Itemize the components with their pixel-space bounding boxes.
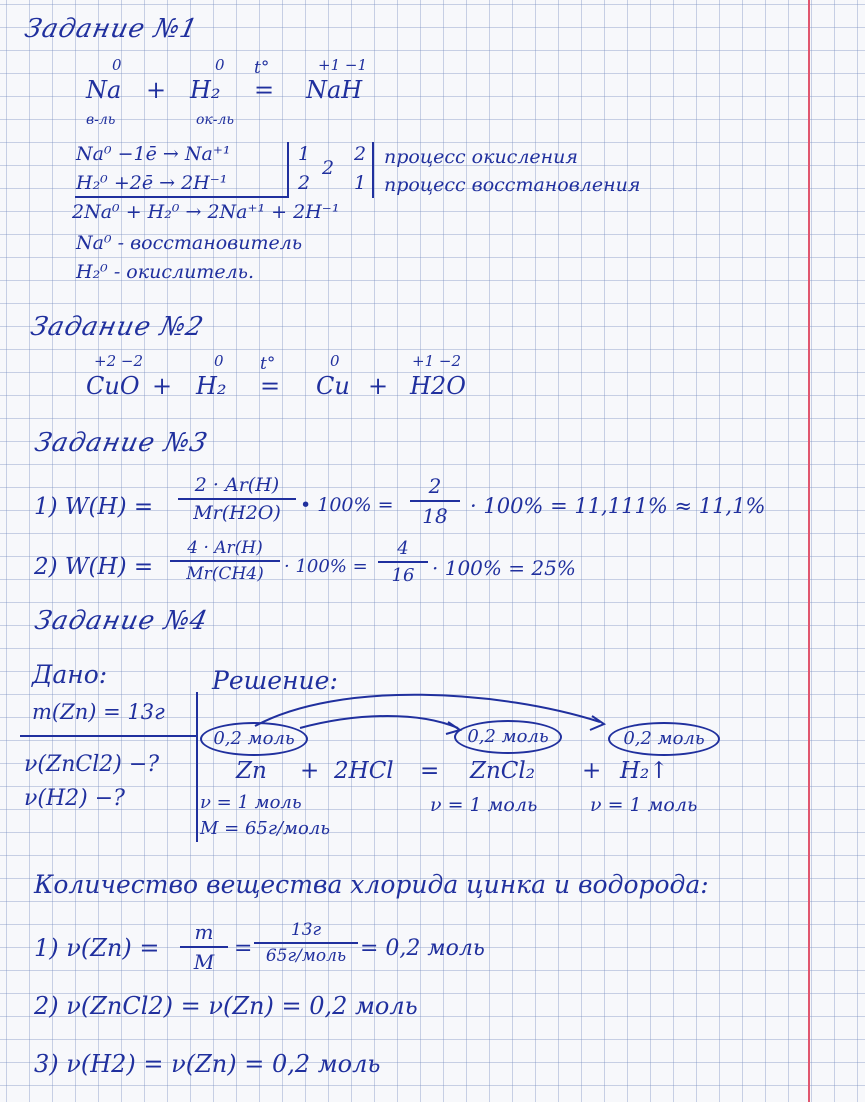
task1-label-reducer: в-ль xyxy=(86,112,116,128)
task4-nu-h2: ν = 1 моль xyxy=(590,794,698,816)
task2-eq-plus1: + xyxy=(152,372,173,400)
task3-line2-denominator2: 16 xyxy=(391,565,415,586)
task1-title: Задание №1 xyxy=(22,14,201,44)
task4-nu-zn: ν = 1 моль xyxy=(200,792,302,813)
task3-line1-mid: • 100% = xyxy=(300,494,394,516)
task1-electrons-2: 2 xyxy=(298,172,311,194)
task4-nu-zncl2: ν = 1 моль xyxy=(430,794,538,816)
task3-line1-start: 1) W(H) = xyxy=(34,494,154,520)
task4-calc1-result: = 0,2 моль xyxy=(360,936,485,961)
task1-coef-2: 1 xyxy=(354,172,367,194)
task2-eq-cu: Cu xyxy=(316,372,350,400)
task1-eq-plus: + xyxy=(146,76,167,104)
task4-arrow-to-zncl2 xyxy=(300,716,458,728)
task4-calc1-denominator2: 65г/моль xyxy=(265,946,347,966)
task2-ox-cuo: +2 −2 xyxy=(94,352,143,370)
task4-calc1-fraction2 xyxy=(254,920,358,966)
task4-calc1-equals: = xyxy=(234,936,253,961)
task1-ox-h2: 0 xyxy=(215,56,225,74)
task2-eq-h2o: H2O xyxy=(410,372,466,400)
task4-oval-zn: 0,2 моль xyxy=(200,722,308,756)
task4-oval-zncl2: 0,2 моль xyxy=(454,720,562,754)
task2-eq-plus2: + xyxy=(368,372,389,400)
task4-molar-mass-zn: M = 65г/моль xyxy=(200,818,331,839)
task3-line2-mid: · 100% = xyxy=(284,556,368,577)
task2-eq-equals: = xyxy=(260,372,281,400)
task2-t-mark: t° xyxy=(260,354,276,374)
task4-eq-zncl2: ZnCl₂ xyxy=(470,758,535,784)
task1-ox-nah: +1 −1 xyxy=(318,56,367,74)
task3-line1-denominator2: 18 xyxy=(422,504,448,528)
task1-oxidation-process: процесс окисления xyxy=(384,146,578,168)
task4-amount-title: Количество вещества хлорида цинка и водорода: xyxy=(34,870,709,899)
task2-eq-h2: H₂ xyxy=(196,372,227,400)
task3-line2-denominator1: Mr(CH4) xyxy=(186,564,264,584)
task4-calc2: 2) ν(ZnCl2) = ν(Zn) = 0,2 моль xyxy=(34,992,418,1020)
task1-lcm: 2 xyxy=(322,157,335,179)
task1-t-mark: t° xyxy=(254,58,270,78)
task1-electrons-1: 1 xyxy=(298,143,311,165)
task4-eq-plus2: + xyxy=(582,758,602,784)
task2-title: Задание №2 xyxy=(28,312,207,342)
task4-find-h2: ν(H2) −? xyxy=(24,786,125,811)
task4-calc1-start: 1) ν(Zn) = xyxy=(34,934,160,962)
task1-half-reaction-oxidation: Na⁰ −1ē → Na⁺¹ xyxy=(76,143,231,165)
task4-arrowhead-h2 xyxy=(590,716,604,730)
task4-solution-label: Решение: xyxy=(212,666,338,695)
task1-label-oxidizer: ок-ль xyxy=(196,112,235,128)
task1-coef-1: 2 xyxy=(354,143,367,165)
task3-title: Задание №3 xyxy=(32,428,211,458)
task4-eq-h2: H₂↑ xyxy=(620,758,669,784)
task2-ox-h2o: +1 −2 xyxy=(412,352,461,370)
task4-calc1-fraction1 xyxy=(180,920,228,974)
task4-given-mass: m(Zn) = 13г xyxy=(32,700,165,724)
task3-line2-result: · 100% = 25% xyxy=(432,556,576,580)
task4-calc1-denominator1: M xyxy=(193,950,215,974)
task1-eq-equals: = xyxy=(254,76,275,104)
task3-line1-denominator1: Mr(H2O) xyxy=(193,502,281,524)
task1-eq-na: Na xyxy=(86,76,122,104)
task1-eq-h2: H₂ xyxy=(190,76,221,104)
task4-calc3: 3) ν(H2) = ν(Zn) = 0,2 моль xyxy=(34,1050,381,1078)
task3-line1-numerator2: 2 xyxy=(410,474,460,502)
task1-oxidizer-role: H₂⁰ - окислитель. xyxy=(76,261,255,283)
task1-reducer-role: Na⁰ - восстановитель xyxy=(76,232,303,254)
task4-calc1-numerator1: m xyxy=(180,920,228,948)
task3-line2-numerator2: 4 xyxy=(378,538,428,563)
task4-given-label: Дано: xyxy=(32,660,108,689)
task1-half-reaction-reduction: H₂⁰ +2ē → 2H⁻¹ xyxy=(76,172,228,194)
task1-reduction-process: процесс восстановления xyxy=(384,174,641,196)
task3-line2-start: 2) W(H) = xyxy=(34,554,154,580)
task1-eq-nah: NaH xyxy=(306,76,363,104)
task1-summary-equation: 2Na⁰ + H₂⁰ → 2Na⁺¹ + 2H⁻¹ xyxy=(72,201,340,223)
task4-calc1-numerator2: 13г xyxy=(254,920,358,944)
task4-find-zncl2: ν(ZnCl2) −? xyxy=(24,752,160,777)
task2-eq-cuo: CuO xyxy=(86,372,140,400)
task4-eq-equals: = xyxy=(420,758,440,784)
task1-ox-na: 0 xyxy=(112,56,122,74)
task4-arrow-to-h2 xyxy=(255,695,600,726)
task4-oval-h2: 0,2 моль xyxy=(608,722,720,756)
task4-eq-hcl: 2HCl xyxy=(334,758,394,784)
task3-line2-numerator1: 4 · Ar(H) xyxy=(170,538,280,562)
task2-ox-h2: 0 xyxy=(214,352,224,370)
task4-title: Задание №4 xyxy=(32,606,211,636)
task4-eq-plus1: + xyxy=(300,758,320,784)
task4-eq-zn: Zn xyxy=(236,758,267,784)
task2-ox-cu: 0 xyxy=(330,352,340,370)
task3-line1-result: · 100% = 11,111% ≈ 11,1% xyxy=(470,494,766,518)
task3-line1-numerator1: 2 · Ar(H) xyxy=(178,474,296,500)
